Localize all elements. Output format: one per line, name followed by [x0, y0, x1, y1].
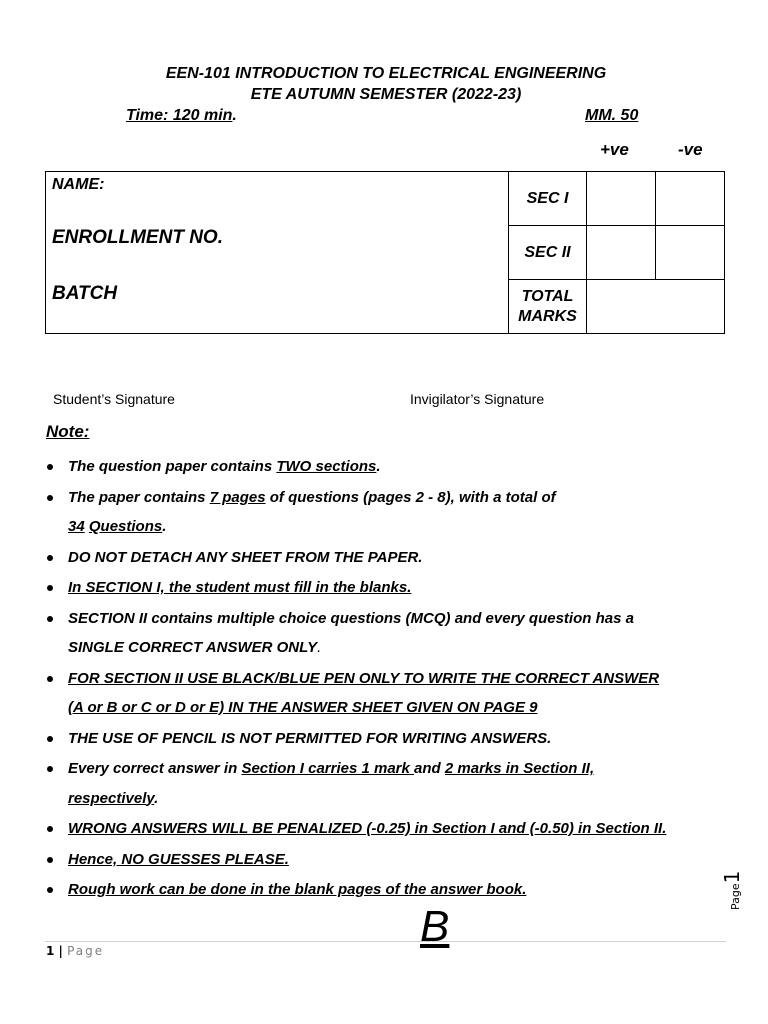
- note-text: respectively: [68, 789, 155, 807]
- note-text: .: [154, 789, 159, 807]
- exam-course-title: EEN-101 INTRODUCTION TO ELECTRICAL ENGINEERING: [165, 65, 607, 82]
- note-text: Rough work can be done in the blank pages of the answer book.: [68, 881, 527, 898]
- note-text: DO NOT DETACH ANY SHEET FROM THE PAPER.: [68, 548, 423, 566]
- list-item: [46, 814, 736, 844]
- list-item: [46, 483, 736, 542]
- positive-marks-label: +ve: [600, 140, 629, 159]
- total-label-line2: MARKS: [518, 307, 577, 325]
- note-text: SECTION II contains multiple choice questions (MCQ) and every question has a: [68, 609, 634, 627]
- list-item: [46, 845, 736, 875]
- side-page-marker: [720, 871, 744, 910]
- note-text: (A or B or C or D or E) IN THE ANSWER SHEET GIVEN ON PAGE 9: [68, 699, 538, 716]
- note-text: WRONG ANSWERS WILL BE PENALIZED (-0.25) in Section I and (-0.50) in Section II.: [68, 820, 667, 837]
- instructions-list: [46, 452, 736, 906]
- invigilator-signature-label: Invigilator’s Signature: [410, 391, 545, 407]
- negative-marks-label: -ve: [678, 140, 703, 159]
- sec1-label: SEC I: [509, 172, 587, 226]
- batch-label: BATCH: [52, 283, 118, 304]
- note-text: 2 marks in Section II,: [444, 760, 595, 777]
- sec2-positive-box: [587, 226, 656, 280]
- list-item: [46, 724, 736, 754]
- exam-time-dot: .: [232, 107, 237, 124]
- footer-divider: [45, 941, 726, 942]
- total-marks-box: [587, 280, 725, 334]
- list-item: [46, 664, 736, 723]
- enrollment-label: ENROLLMENT NO.: [52, 227, 223, 248]
- note-text: TWO sections: [276, 458, 377, 475]
- note-text: The question paper contains: [68, 458, 277, 475]
- exam-time-text: Time: 120 min: [126, 107, 233, 124]
- paper-set-letter: B: [420, 902, 450, 951]
- sec2-negative-box: [656, 226, 725, 280]
- note-text: .: [317, 639, 322, 656]
- total-label-line1: TOTAL: [521, 287, 574, 305]
- note-text: SINGLE CORRECT ANSWER ONLY: [68, 639, 318, 656]
- footer-page-number: 1: [46, 944, 55, 958]
- side-page-number: 1: [720, 870, 744, 884]
- note-text: 7 pages: [209, 488, 266, 506]
- student-details-cell: [46, 172, 509, 334]
- note-text: .: [162, 518, 167, 535]
- note-text: Hence, NO GUESSES PLEASE.: [68, 850, 289, 868]
- list-item: [46, 604, 736, 663]
- list-item: [46, 543, 736, 573]
- exam-time: [126, 107, 237, 125]
- note-text: The paper contains: [68, 488, 210, 506]
- note-text: Every correct answer in: [68, 760, 242, 777]
- max-marks: MM. 50: [585, 107, 639, 124]
- student-signature-label: Student’s Signature: [53, 391, 175, 407]
- list-item: [46, 573, 736, 603]
- note-text: Section I carries 1 mark: [241, 760, 415, 777]
- note-text: FOR SECTION II USE BLACK/BLUE PEN ONLY TO WRITE THE CORRECT ANSWER: [68, 669, 660, 687]
- list-item: [46, 875, 736, 905]
- note-text: In SECTION I, the student must fill in the blanks.: [68, 579, 412, 596]
- footer-page-word: Page: [67, 944, 105, 958]
- list-item: [46, 754, 736, 813]
- footer-separator: |: [54, 944, 68, 958]
- note-text: and: [414, 760, 445, 777]
- side-page-word: Page: [729, 883, 742, 910]
- exam-semester: ETE AUTUMN SEMESTER (2022-23): [250, 86, 522, 103]
- note-text: THE USE OF PENCIL IS NOT PERMITTED FOR WRITING ANSWERS.: [68, 729, 552, 747]
- note-text: Questions: [88, 518, 163, 535]
- sec1-positive-box: [587, 172, 656, 226]
- name-label: NAME:: [52, 176, 105, 193]
- note-heading: Note:: [46, 422, 90, 441]
- sec1-negative-box: [656, 172, 725, 226]
- note-text: 34: [68, 518, 85, 535]
- sec2-label: SEC II: [509, 226, 587, 280]
- list-item: [46, 452, 736, 482]
- student-info-table: [45, 171, 725, 334]
- note-text: of questions (pages 2 - 8), with a total of: [265, 488, 556, 506]
- total-marks-label: [509, 280, 587, 334]
- note-text: .: [376, 458, 381, 475]
- page-footer: [46, 944, 104, 958]
